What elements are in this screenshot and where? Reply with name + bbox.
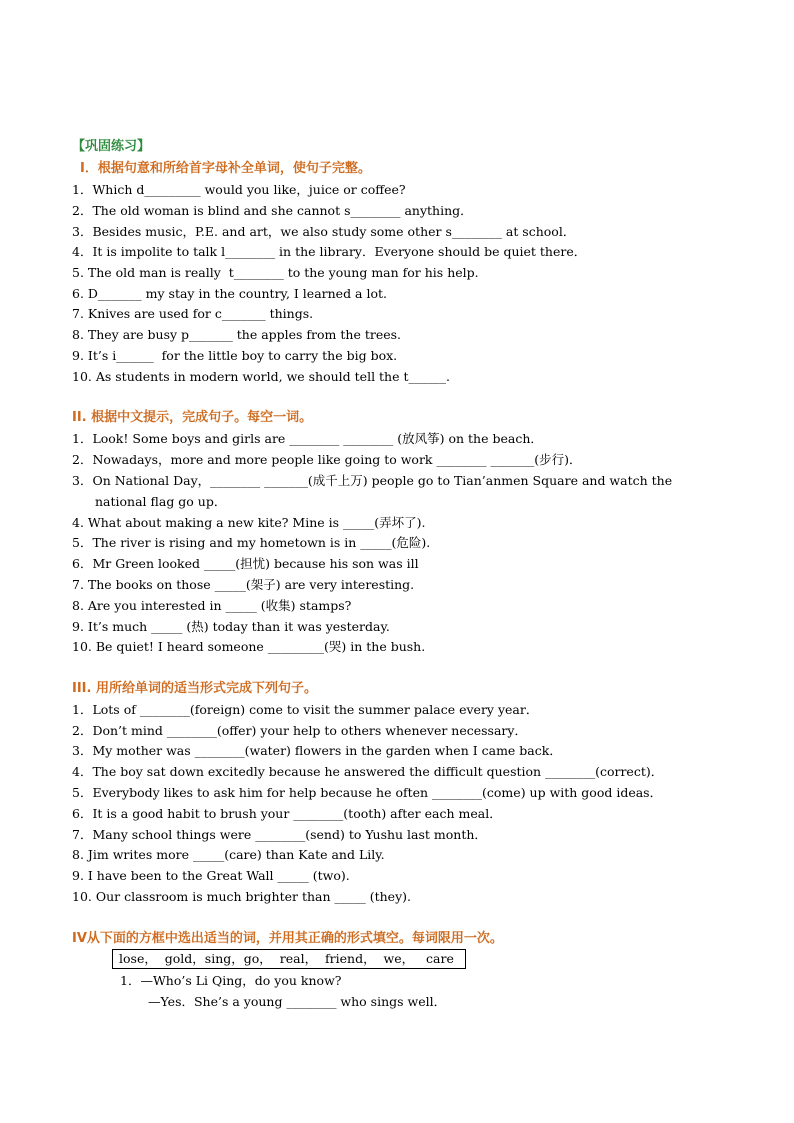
s2-item-10: 10. Be quiet! I heard someone _________(哭) in the bush. bbox=[72, 639, 426, 654]
s2-item-1: 1．Look! Some boys and girls are ________ ________ (放风筝) on the beach． bbox=[72, 431, 543, 446]
s3-item-3: 3．My mother was ________(water) flowers in the garden when I came back． bbox=[72, 743, 562, 758]
s3-item-1: 1．Lots of ________(foreign) come to visit the summer palace every year． bbox=[72, 702, 539, 717]
s3-item-10: 10. Our classroom is much brighter than _____ (they). bbox=[72, 889, 411, 904]
s3-item-6: 6．It is a good habit to brush your ________(tooth) after each meal． bbox=[72, 806, 502, 821]
s1-item-10: 10. As students in modern world, we should tell the t______. bbox=[72, 369, 450, 384]
s3-item-7: 7．Many school things were ________(send) to Yushu last month． bbox=[72, 827, 487, 842]
s1-item-9: 9. It’s i______ for the little boy to carry the big box. bbox=[72, 348, 398, 363]
s2-item-3: 3．On National Day，________ _______(成千上万) people go to Tian’anmen Square and watch the bbox=[72, 473, 673, 488]
s1-item-3: 3．Besides music，P.E. and art，we also study some other s________ at school． bbox=[72, 224, 576, 239]
s1-item-5: 5. The old man is really t________ to the young man for his help. bbox=[72, 265, 479, 280]
s2-item-7: 7. The books on those _____(架子) are very interesting. bbox=[72, 577, 415, 592]
section-title: 【巩固练习】 bbox=[72, 139, 151, 154]
s2-item-5: 5．The river is rising and my hometown is in _____(危险). bbox=[72, 535, 431, 550]
s1-item-6: 6. D_______ my stay in the country, I learned a lot. bbox=[72, 286, 388, 301]
s3-item-8: 8. Jim writes more _____(care) than Kate and Lily. bbox=[72, 847, 385, 862]
s3-item-5: 5．Everybody likes to ask him for help because he often ________(come) up with good ideas． bbox=[72, 785, 663, 800]
section-4-heading: IV从下面的方框中选出适当的词，并用其正确的形式填空。每词限用一次。 bbox=[72, 931, 503, 946]
s2-item-2: 2．Nowadays，more and more people like going to work ________ _______(步行)． bbox=[72, 452, 582, 467]
s1-item-2: 2．The old woman is blind and she cannot s________ anything． bbox=[72, 203, 473, 218]
s3-item-9: 9. I have been to the Great Wall _____ (two). bbox=[72, 868, 350, 883]
s1-item-8: 8. They are busy p_______ the apples from the trees. bbox=[72, 327, 402, 342]
section-1-heading: I．根据句意和所给首字母补全单词，使句子完整。 bbox=[80, 161, 371, 176]
s2-item-8: 8. Are you interested in _____ (收集) stamps? bbox=[72, 598, 352, 613]
s1-item-4: 4．It is impolite to talk l________ in the library．Everyone should be quiet there． bbox=[72, 244, 587, 259]
s4-item-1-answer: —Yes．She’s a young ________ who sings well． bbox=[148, 994, 447, 1009]
s4-item-1: 1．—Who’s Li Qing，do you know? bbox=[120, 973, 342, 988]
s3-item-2: 2．Don’t mind ________(offer) your help to others whenever necessary． bbox=[72, 723, 527, 738]
word-bank-box: lose， gold，sing，go， real， friend， we， care bbox=[112, 949, 466, 969]
s2-item-4: 4. What about making a new kite? Mine is _____(弄坏了). bbox=[72, 515, 426, 530]
section-3-heading: III. 用所给单词的适当形式完成下列句子。 bbox=[72, 681, 317, 696]
s2-item-6: 6．Mr Green looked _____(担忧) because his son was ill bbox=[72, 556, 419, 571]
s1-item-1: 1．Which d_________ would you like，juice or coffee? bbox=[72, 182, 406, 197]
s1-item-7: 7. Knives are used for c_______ things. bbox=[72, 306, 314, 321]
s2-item-3-continued: national flag go up． bbox=[95, 494, 227, 509]
s2-item-9: 9. It’s much _____ (热) today than it was yesterday. bbox=[72, 619, 390, 634]
section-2-heading: II. 根据中文提示，完成句子。每空一词。 bbox=[72, 410, 313, 425]
s3-item-4: 4．The boy sat down excitedly because he answered the difficult question ________(correct)． bbox=[72, 764, 664, 779]
